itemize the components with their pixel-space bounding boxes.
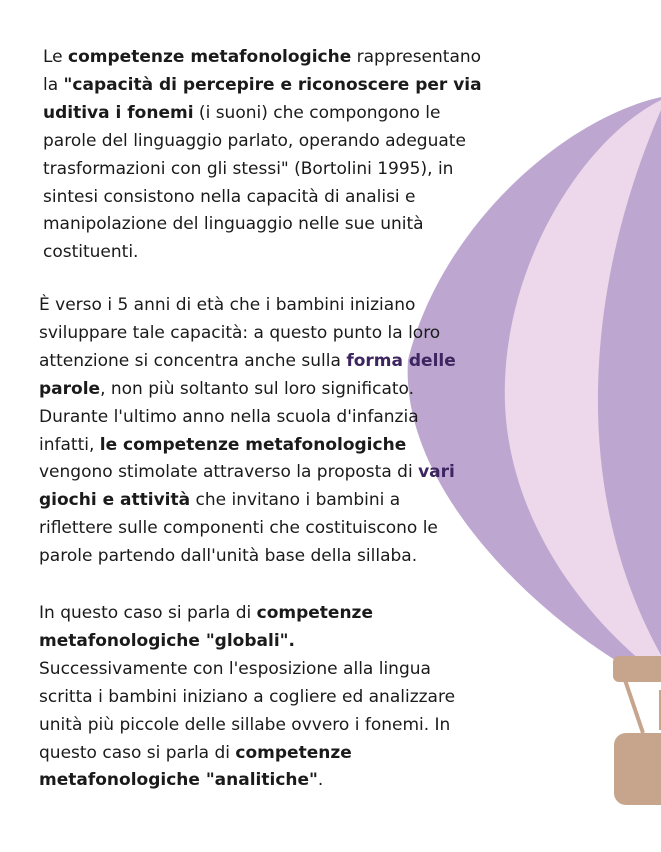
text-line: In questo caso si parla di competenze: [39, 603, 373, 623]
text-line: parole partendo dall'unità base della sillaba.: [39, 546, 418, 567]
text-line: Successivamente con l'esposizione alla lingua: [39, 658, 431, 679]
text-line: costituenti.: [43, 242, 139, 263]
text-line: trasformazioni con gli stessi" (Bortolini 1995), in: [43, 158, 454, 179]
text-line: Durante l'ultimo anno nella scuola d'infanzia: [39, 406, 419, 427]
text-line: metafonologiche "globali".: [39, 630, 295, 651]
text-line: scritta i bambini iniziano a cogliere ed analizzare: [39, 686, 456, 707]
balloon-top-band: [613, 656, 661, 682]
text-line: manipolazione del linguaggio nelle sue unità: [43, 214, 424, 235]
text-line: uditiva i fonemi (i suoni) che compongono le: [43, 102, 441, 123]
text-line: parole, non più soltanto sul loro significato.: [39, 378, 415, 399]
text-line: metafonologiche "analitiche".: [39, 770, 324, 791]
text-line: unità più piccole delle sillabe ovvero i fonemi. In: [39, 714, 451, 735]
balloon-basket: [614, 733, 661, 805]
text-line: attenzione si concentra anche sulla forma delle: [39, 350, 456, 371]
text-line: È verso i 5 anni di età che i bambini iniziano: [39, 295, 416, 315]
text-line: la "capacità di percepire e riconoscere per via: [43, 74, 482, 95]
text-line: giochi e attività che invitano i bambini a: [39, 490, 401, 511]
text-line: sintesi consistono nella capacità di analisi e: [43, 186, 416, 207]
text-line: riflettere sulle componenti che costituiscono le: [39, 518, 438, 539]
text-line: infatti, le competenze metafonologiche: [39, 434, 407, 455]
text-line: sviluppare tale capacità: a questo punto la loro: [39, 322, 441, 343]
text-line: questo caso si parla di competenze: [39, 742, 352, 763]
paragraph-sviluppo: [39, 292, 456, 571]
text-line: vengono stimolate attraverso la proposta di vari: [39, 462, 455, 483]
text-line: parole del linguaggio parlato, operando adeguate: [43, 130, 466, 151]
balloon-rope-left: [625, 680, 643, 733]
text-line: Le competenze metafonologiche rappresentano: [43, 47, 482, 67]
paragraph-competenze-definizione: [43, 44, 482, 267]
paragraph-globali-analitiche: [39, 600, 455, 795]
